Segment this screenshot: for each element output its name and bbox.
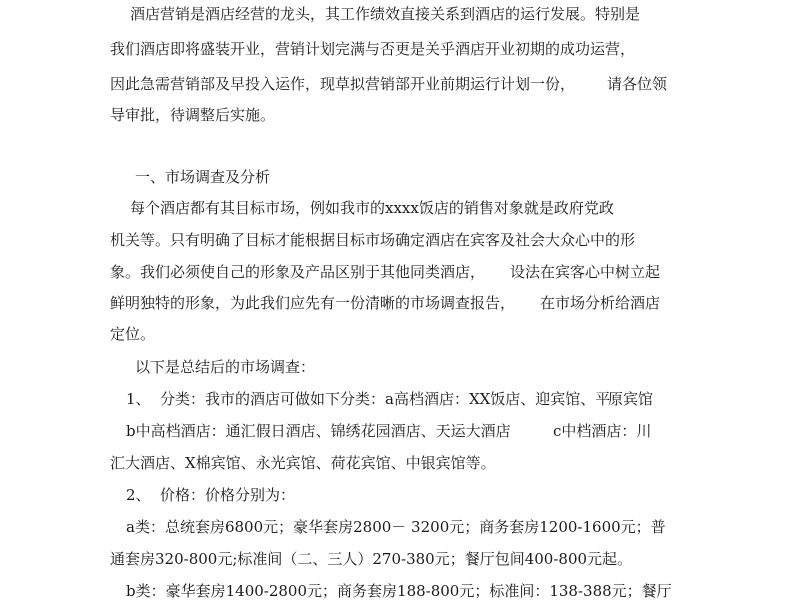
paragraph-line-5: 每个酒店都有其目标市场，例如我市的xxxx饭店的销售对象就是政府党政 xyxy=(130,199,614,217)
paragraph-line-8: 鲜明独特的形象，为此我们应先有一份清晰的市场调查报告， xyxy=(110,294,516,312)
item-1-line-2: b中高档酒店：通汇假日酒店、锦绣花园酒店、天运大酒店 xyxy=(126,422,511,440)
item-1-line-3: 汇大酒店、X棉宾馆、永光宾馆、荷花宾馆、中银宾馆等。 xyxy=(110,454,496,472)
item-1-number: 1、 xyxy=(126,390,151,408)
paragraph-line-2: 我们酒店即将盛装开业，营销计划完满与否更是关乎酒店开业初期的成功运营， xyxy=(110,40,636,58)
item-2-number: 2、 xyxy=(126,486,151,504)
section-heading: 一、市场调查及分析 xyxy=(135,168,271,186)
price-b-line-1: b类：豪华套房1400-2800元；商务套房188-800元；标准间：138-388元；餐厅 xyxy=(126,582,672,600)
paragraph-line-8b: 在市场分析给酒店 xyxy=(540,294,661,312)
item-1-text: 分类：我市的酒店可做如下分类：a高档酒店：XX饭店、迎宾馆、平 xyxy=(160,390,611,408)
paragraph-line-3b: 请各位领 xyxy=(607,75,668,93)
paragraph-line-3: 因此急需营销部及早投入运作，现草拟营销部开业前期运行计划一份， xyxy=(110,75,576,93)
price-a-line-2: 通套房320-800元;标准间（二、三人）270-380元；餐厅包间400-800元起。 xyxy=(110,550,633,568)
paragraph-line-7b: 设法在宾客心中树立起 xyxy=(510,263,661,281)
summary-intro: 以下是总结后的市场调查： xyxy=(135,358,316,376)
price-a-line-1: a类：总统套房6800元；豪华套房2800－ 3200元；商务套房1200-1600元；普 xyxy=(126,518,666,536)
paragraph-line-7: 象。我们必须使自己的形象及产品区别于其他同类酒店， xyxy=(110,263,486,281)
paragraph-line-4: 导审批，待调整后实施。 xyxy=(110,106,276,124)
item-2-text: 价格：价格分别为： xyxy=(160,486,296,504)
paragraph-line-9: 定位。 xyxy=(110,325,156,343)
paragraph-line-1: 酒店营销是酒店经营的龙头，其工作绩效直接关系到酒店的运行发展。特别是 xyxy=(130,5,641,23)
item-1-text-end: 原宾馆 xyxy=(608,390,654,408)
item-1-line-2b: c中档酒店：川 xyxy=(553,422,652,440)
paragraph-line-6: 机关等。只有明确了目标才能根据目标市场确定酒店在宾客及社会大众心中的形 xyxy=(110,231,636,249)
